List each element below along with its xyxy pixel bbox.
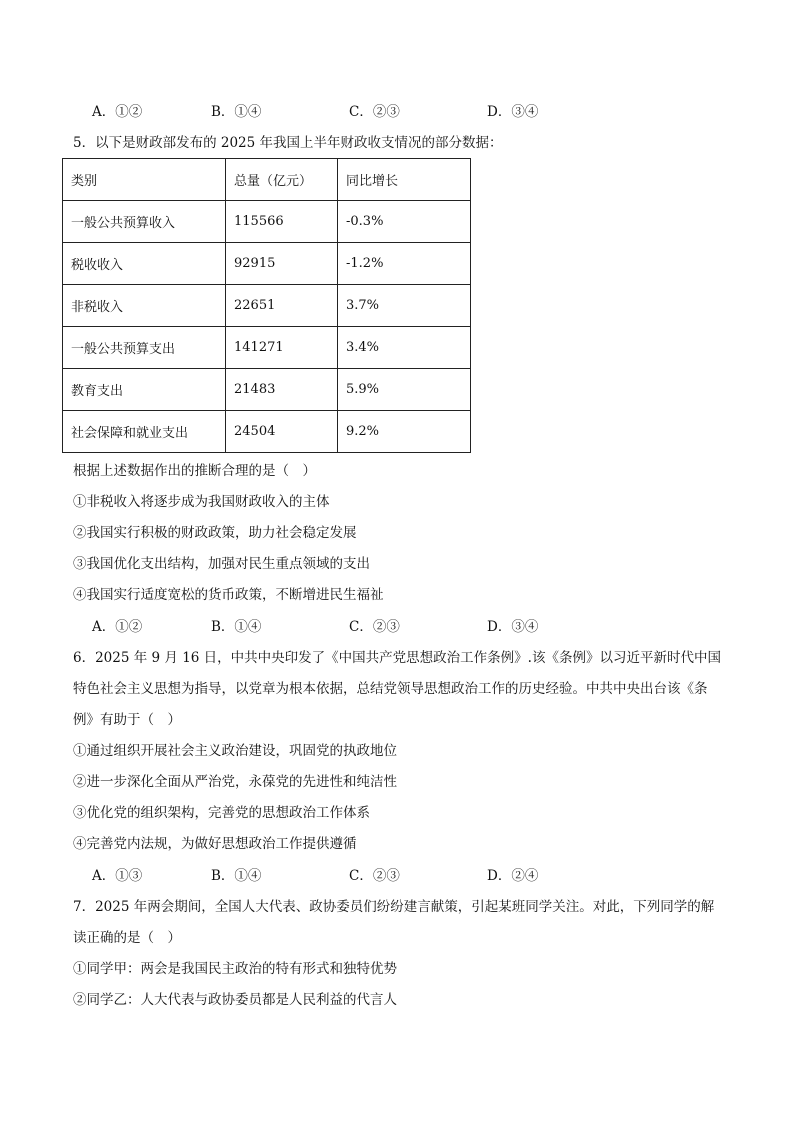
table-cell: 一般公共预算支出 [63,327,226,369]
table-cell: 非税收入 [63,285,226,327]
q4-options [92,102,692,122]
q4-option-c: C．②③ [349,104,400,120]
q5-options [92,617,692,637]
q5-option-d: D．③④ [487,619,539,635]
q5-item-4: ④我国实行适度宽松的货币政策，不断增进民生福祉 [73,587,384,603]
table-cell: -1.2% [338,243,471,285]
table-cell: 3.7% [338,285,471,327]
q6-item-3: ③优化党的组织架构，完善党的思想政治工作体系 [73,805,370,821]
table-cell: 21483 [226,369,338,411]
q6-item-2: ②进一步深化全面从严治党，永葆党的先进性和纯洁性 [73,774,397,790]
q7-stem-line-1: 7．2025 年两会期间，全国人大代表、政协委员们纷纷建言献策，引起某班同学关注。对此，下列同学的解 [73,899,715,915]
table-cell: 5.9% [338,369,471,411]
q4-option-b: B．①④ [211,104,262,120]
q6-option-b: B．①④ [211,868,262,884]
table-cell: 税收收入 [63,243,226,285]
q6-options [92,866,692,886]
table-header-cell: 总量（亿元） [226,159,338,201]
table-row [63,369,471,411]
q6-stem-line-2: 特色社会主义思想为指导，以党章为根本依据，总结党领导思想政治工作的历史经验。中共中央出台该《条 [73,681,708,697]
q7-stem-line-2: 读正确的是（ ） [73,930,181,946]
table-cell: 一般公共预算收入 [63,201,226,243]
q5-option-b: B．①④ [211,619,262,635]
q6-item-4: ④完善党内法规，为做好思想政治工作提供遵循 [73,836,357,852]
q5-option-a: A．①② [92,619,143,635]
q5-option-c: C．②③ [349,619,400,635]
table-cell: 教育支出 [63,369,226,411]
table-row [63,411,471,453]
table-cell: -0.3% [338,201,471,243]
fiscal-data-table [62,158,471,453]
table-cell: 24504 [226,411,338,453]
q4-option-d: D．③④ [487,104,539,120]
table-cell: 22651 [226,285,338,327]
q6-option-d: D．②④ [487,868,539,884]
table-row [63,327,471,369]
table-cell: 115566 [226,201,338,243]
q6-stem-line-1: 6．2025 年 9 月 16 日，中共中央印发了《中国共产党思想政治工作条例》.该《条例》以习近平新时代中国 [73,650,721,666]
q6-stem-line-3: 例》有助于（ ） [73,712,181,728]
table-header-row [63,159,471,201]
table-header-cell: 类别 [63,159,226,201]
q5-item-2: ②我国实行积极的财政政策，助力社会稳定发展 [73,525,357,541]
table-cell: 3.4% [338,327,471,369]
table-cell: 社会保障和就业支出 [63,411,226,453]
q5-item-3: ③我国优化支出结构，加强对民生重点领域的支出 [73,556,370,572]
q6-item-1: ①通过组织开展社会主义政治建设，巩固党的执政地位 [73,743,397,759]
q4-option-a: A．①② [92,104,143,120]
q7-item-2: ②同学乙：人大代表与政协委员都是人民利益的代言人 [73,992,397,1008]
q5-question: 根据上述数据作出的推断合理的是（ ） [73,463,316,479]
q5-stem: 5．以下是财政部发布的 2025 年我国上半年财政收支情况的部分数据： [73,135,503,151]
table-cell: 141271 [226,327,338,369]
q6-option-a: A．①③ [92,868,143,884]
q7-item-1: ①同学甲：两会是我国民主政治的特有形式和独特优势 [73,961,397,977]
table-row [63,285,471,327]
table-cell: 92915 [226,243,338,285]
table-header-cell: 同比增长 [338,159,471,201]
table-row [63,201,471,243]
q6-option-c: C．②③ [349,868,400,884]
q5-item-1: ①非税收入将逐步成为我国财政收入的主体 [73,494,330,510]
table-row [63,243,471,285]
table-cell: 9.2% [338,411,471,453]
